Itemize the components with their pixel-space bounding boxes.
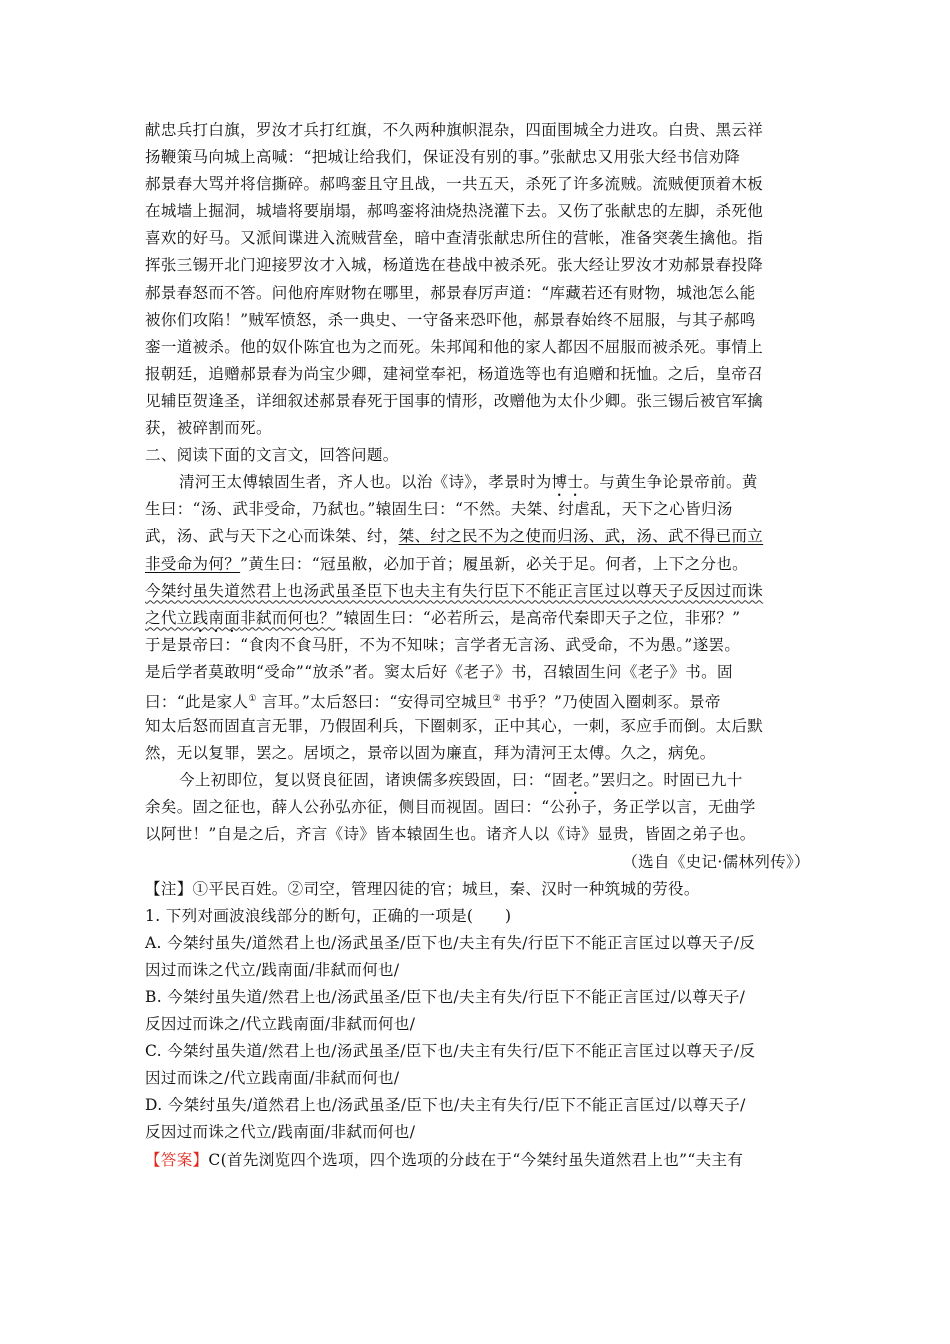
passage-line: 于是景帝曰：“食肉不食马肝，不为不知味；言学者无言汤、武受命，不为愚。”遂罢。 [145,635,741,654]
story-line: 挥张三锡开北门迎接罗汝才入城，杨道选在巷战中被杀死。张大经让罗汝才劝郝景春投降 [145,256,764,275]
passage-line: 余矣。固之征也，薛人公孙弘亦征，侧目而视固。固曰：“公孙子，务正学以言，无曲学 [145,798,756,817]
footnote-marker: ② [492,693,502,704]
answer-label: 【答案】 [145,1150,209,1169]
passage-line: 然，无以复罪，罢之。居顷之，景帝以固为廉直，拜为清河王太傅。久之，病免。 [145,744,716,763]
dotted-word: 老 [567,771,584,790]
option-a: A. 今桀纣虽失/道然君上也/汤武虽圣/臣下也/夫主有失/行臣下不能正言匡过以尊天子/反 [145,933,756,952]
option-c-continued: 因过而诛之/代立践南面/非弑而何也/ [145,1069,400,1088]
passage-line: 以阿世！”自是之后，齐言《诗》皆本辕固生也。诸齐人以《诗》显贵，皆固之弟子也。 [145,825,756,844]
passage-line [145,686,810,713]
option-a-continued: 因过而诛之代立/践南面/非弑而何也/ [145,960,400,979]
story-line: 报朝廷，追赠郝景春为尚宝少卿，建祠堂奉祀，杨道选等也有追赠和抚恤。之后，皇帝召 [145,364,764,383]
classical-passage [145,469,810,875]
question-stem: 1. 下列对画波浪线部分的断句，正确的一项是( ) [145,906,512,925]
story-line: 扬鞭策马向城上高喊：“把城让给我们，保证没有别的事。”张献忠又用张大经书信劝降 [145,148,741,167]
dotted-word: 践南面 [192,608,241,627]
footnotes: 【注】①平民百姓。②司空，管理囚徒的官；城旦，秦、汉时一种筑城的劳役。 [145,879,700,898]
underlined-sentence: 非受命为何？ [145,554,241,573]
option-c: C. 今桀纣虽失道/然君上也/汤武虽圣/臣下也/夫主有失行/臣下不能正言匡过以尊天子/反 [145,1042,756,1061]
passage-text: 。与黄生争论景帝前。黄 [583,473,758,492]
passage-line [145,605,810,632]
passage-text: ”辕固生曰：“必若所云，是高帝代秦即天子之位，非邪？” [335,608,741,627]
option-d: D. 今桀纣虽失/道然君上也/汤武虽圣/臣下也/夫主有失行/臣下不能正言匡过/以尊天子/ [145,1096,746,1115]
translation-story [145,117,810,442]
passage-line: 是后学者莫敢明“受命”“放杀”者。窦太后好《老子》书，召辕固生问《老子》书。固 [145,662,733,681]
story-line: 喜欢的好马。又派间谍进入流贼营垒，暗中查清张献忠所住的营帐，准备突袭生擒他。指 [145,229,764,248]
option-d-continued: 反因过而诛之代立/践南面/非弑而何也/ [145,1123,416,1142]
passage-text: 言耳。”太后怒曰：“安得司空城旦 [256,692,493,711]
passage-line: 知太后怒而固直言无罪，乃假固利兵，下圈刺豕，正中其心，一刺，豕应手而倒。太后默 [145,717,764,736]
passage-line [145,469,810,496]
section-heading: 二、阅读下面的文言文，回答问题。 [145,446,399,465]
answer-text: C(首先浏览四个选项，四个选项的分歧在于“今桀纣虽失道然君上也”“夫主有 [208,1150,744,1169]
underlined-sentence: 桀、纣之民不为之使而归汤、武，汤、武不得已而立 [398,527,764,546]
story-line: 銮一道被杀。他的奴仆陈宜也为之而死。朱邦闻和他的家人都因不屈服而被杀死。事情上 [145,337,764,356]
story-line: 郝景春大骂并将信撕碎。郝鸣銮且守且战，一共五天，杀死了许多流贼。流贼便顶着木板 [145,175,764,194]
passage-line: 生曰：“汤、武非受命，乃弑也。”辕固生曰：“不然。夫桀、纣虐乱，天下之心皆归汤 [145,500,733,519]
wavy-underlined-text: 今桀纣虽失道然君上也汤武虽圣臣下也夫主有失行臣下不能正言匡过以尊天子反因过而诛 [145,581,764,600]
source-citation: （选自《史记·儒林列传》） [622,852,810,871]
option-b-continued: 反因过而诛之/代立践南面/非弑而何也/ [145,1015,416,1034]
answer-line [145,1147,810,1174]
wavy-underlined-text: 非弑而何也？ [240,608,336,627]
document-page [145,117,810,1174]
wavy-underlined-text: 之代立 [145,608,193,627]
passage-text: 今上初即位，复以贤良征固，诸谀儒多疾毁固，曰：“固 [179,771,568,790]
passage-text: 清河王太傅辕固生者，齐人也。以治《诗》，孝景时为 [179,473,552,492]
passage-text: 书乎？”乃使固入圈刺豕。景帝 [501,692,721,711]
story-line: 在城墙上掘洞，城墙将要崩塌，郝鸣銮将油烧热浇灌下去。又伤了张献忠的左脚，杀死他 [145,202,764,221]
passage-line [145,551,810,578]
passage-text: 曰：“此是家人 [145,692,249,711]
passage-text: ”黄生曰：“冠虽敝，必加于首；履虽新，必关于足。何者，上下之分也。 [240,554,749,573]
option-b: B. 今桀纣虽失道/然君上也/汤武虽圣/臣下也/夫主有失/行臣下不能正言匡过/以尊天子/ [145,988,746,1006]
footnote-marker: ① [248,693,257,704]
story-line: 被你们攻陷！”贼军愤怒，杀一典史、一守备来恐吓他，郝景春始终不屈服，与其子郝鸣 [145,310,756,329]
passage-text: 。”罢归之。时固已九十 [583,771,743,790]
story-line: 郝景春怒而不答。问他府库财物在哪里，郝景春厉声道：“库藏若还有财物，城池怎么能 [145,283,756,302]
passage-text: 武，汤、武与天下之心而诛桀、纣， [145,527,399,546]
story-line: 见辅臣贺逢圣，详细叙述郝景春死于国事的情形，改赠他为太仆少卿。张三锡后被官军擒 [145,391,764,410]
passage-line [145,767,810,794]
passage-line [145,578,810,605]
story-line: 献忠兵打白旗，罗汝才兵打红旗，不久两种旗帜混杂，四面围城全力进攻。白贵、黑云祥 [145,121,764,139]
question-block [145,903,810,1147]
passage-line [145,523,810,550]
dotted-word: 博士 [551,473,584,492]
story-line: 获，被碎割而死。 [145,419,272,438]
